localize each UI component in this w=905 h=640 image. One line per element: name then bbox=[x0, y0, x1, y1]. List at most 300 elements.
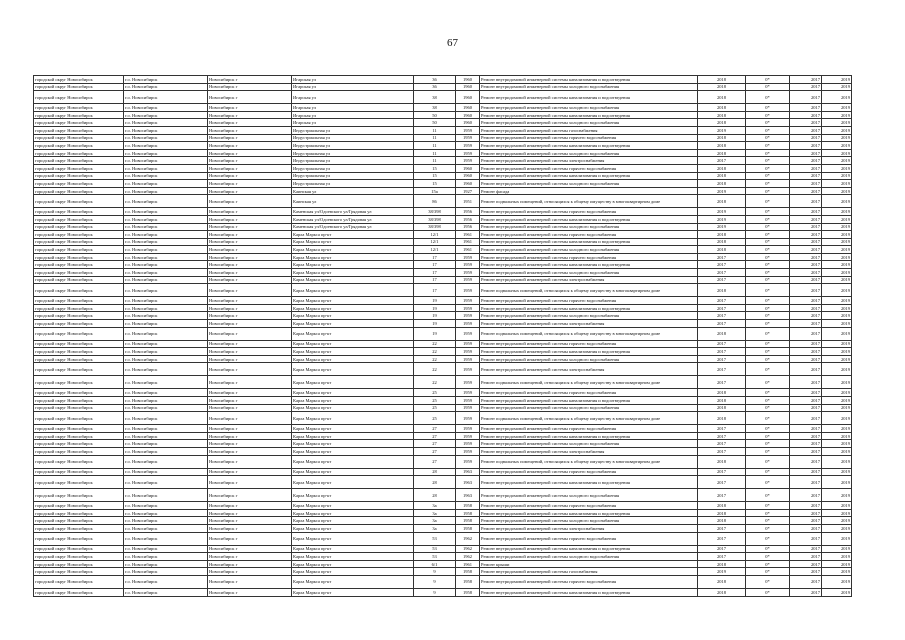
cell-built-year: 1959 bbox=[456, 149, 480, 157]
cell-street: Карла Маркса пр-кт bbox=[292, 468, 414, 476]
cell-district: городской округ Новосибирск bbox=[34, 340, 124, 348]
cell-district: городской округ Новосибирск bbox=[34, 187, 124, 195]
cell-work-type: Ремонт фасада bbox=[480, 187, 698, 195]
cell-district: городской округ Новосибирск bbox=[34, 134, 124, 142]
table-row bbox=[34, 412, 852, 425]
cell-street: Карла Маркса пр-кт bbox=[292, 524, 414, 532]
cell-built-year: 1961 bbox=[456, 231, 480, 239]
cell-built-year: 1960 bbox=[456, 83, 480, 91]
cell-plan-year: 2017 bbox=[698, 440, 746, 448]
cell-locality: Новосибирск г bbox=[208, 340, 292, 348]
cell-city: г.о. Новосибирск bbox=[124, 327, 208, 340]
cell-city: г.о. Новосибирск bbox=[124, 231, 208, 239]
cell-built-year: 1960 bbox=[456, 111, 480, 119]
table-row bbox=[34, 575, 852, 588]
cell-share: 0* bbox=[746, 560, 790, 568]
cell-plan-year: 2017 bbox=[698, 269, 746, 277]
cell-built-year: 1959 bbox=[456, 447, 480, 455]
table-row bbox=[34, 560, 852, 568]
table-row bbox=[34, 502, 852, 510]
cell-district: городской округ Новосибирск bbox=[34, 195, 124, 208]
table-row bbox=[34, 363, 852, 376]
table-row bbox=[34, 142, 852, 150]
cell-plan-year: 2018 bbox=[698, 104, 746, 112]
table-row bbox=[34, 425, 852, 433]
cell-locality: Новосибирск г bbox=[208, 447, 292, 455]
cell-plan-year: 2018 bbox=[698, 246, 746, 254]
cell-street: Карла Маркса пр-кт bbox=[292, 284, 414, 297]
cell-house: 25 bbox=[414, 404, 456, 412]
cell-district: городской округ Новосибирск bbox=[34, 502, 124, 510]
cell-work-type: Ремонт внутридомовой инженерной системы электроснабжения bbox=[480, 276, 698, 284]
cell-plan-year: 2018 bbox=[698, 575, 746, 588]
cell-district: городской округ Новосибирск bbox=[34, 149, 124, 157]
cell-locality: Новосибирск г bbox=[208, 489, 292, 502]
cell-period-start: 2017 bbox=[790, 297, 822, 305]
table-row bbox=[34, 195, 852, 208]
cell-street: Карла Маркса пр-кт bbox=[292, 532, 414, 545]
cell-period-start: 2017 bbox=[790, 440, 822, 448]
cell-street: Карла Маркса пр-кт bbox=[292, 517, 414, 525]
cell-work-type: Ремонт внутридомовой инженерной системы холодного водоснабжения bbox=[480, 119, 698, 127]
cell-district: городской округ Новосибирск bbox=[34, 517, 124, 525]
cell-house: 22 bbox=[414, 340, 456, 348]
cell-work-type: Ремонт внутридомовой инженерной системы канализования и водоотведения bbox=[480, 509, 698, 517]
cell-plan-year: 2018 bbox=[698, 502, 746, 510]
cell-work-type: Ремонт внутридомовой инженерной системы газоснабжения bbox=[480, 568, 698, 576]
cell-built-year: 1956 bbox=[456, 215, 480, 223]
cell-city: г.о. Новосибирск bbox=[124, 575, 208, 588]
cell-built-year: 1951 bbox=[456, 195, 480, 208]
cell-work-type: Ремонт внутридомовой инженерной системы холодного водоснабжения bbox=[480, 312, 698, 320]
cell-city: г.о. Новосибирск bbox=[124, 223, 208, 231]
cell-share: 0* bbox=[746, 223, 790, 231]
cell-house: 25 bbox=[414, 412, 456, 425]
cell-plan-year: 2017 bbox=[698, 276, 746, 284]
cell-period-end: 2019 bbox=[822, 164, 852, 172]
cell-house: 3а bbox=[414, 502, 456, 510]
cell-house: 19 bbox=[414, 327, 456, 340]
cell-locality: Новосибирск г bbox=[208, 76, 292, 84]
cell-locality: Новосибирск г bbox=[208, 111, 292, 119]
cell-period-end: 2019 bbox=[822, 340, 852, 348]
cell-work-type: Ремонт внутридомовой инженерной системы холодного водоснабжения bbox=[480, 404, 698, 412]
cell-locality: Новосибирск г bbox=[208, 238, 292, 246]
cell-share: 0* bbox=[746, 119, 790, 127]
cell-house: 19 bbox=[414, 297, 456, 305]
cell-city: г.о. Новосибирск bbox=[124, 502, 208, 510]
cell-period-start: 2017 bbox=[790, 304, 822, 312]
cell-work-type: Ремонт внутридомовой инженерной системы канализования и водоотведения bbox=[480, 91, 698, 104]
cell-built-year: 1959 bbox=[456, 376, 480, 389]
cell-street: Карла Маркса пр-кт bbox=[292, 246, 414, 254]
cell-city: г.о. Новосибирск bbox=[124, 355, 208, 363]
cell-period-start: 2017 bbox=[790, 104, 822, 112]
cell-share: 0* bbox=[746, 517, 790, 525]
cell-work-type: Ремонт внутридомовой инженерной системы электроснабжения bbox=[480, 447, 698, 455]
cell-work-type: Ремонт внутридомовой инженерной системы электроснабжения bbox=[480, 320, 698, 328]
cell-street: Карла Маркса пр-кт bbox=[292, 231, 414, 239]
cell-house: 19 bbox=[414, 312, 456, 320]
cell-street: Карла Маркса пр-кт bbox=[292, 363, 414, 376]
cell-locality: Новосибирск г bbox=[208, 517, 292, 525]
cell-period-end: 2019 bbox=[822, 397, 852, 405]
cell-city: г.о. Новосибирск bbox=[124, 524, 208, 532]
cell-plan-year: 2018 bbox=[698, 111, 746, 119]
cell-period-start: 2017 bbox=[790, 76, 822, 84]
cell-period-start: 2017 bbox=[790, 111, 822, 119]
cell-house: 36 bbox=[414, 83, 456, 91]
page-number: 67 bbox=[447, 37, 458, 49]
cell-built-year: 1959 bbox=[456, 253, 480, 261]
cell-city: г.о. Новосибирск bbox=[124, 164, 208, 172]
cell-period-end: 2019 bbox=[822, 231, 852, 239]
cell-street: Карла Маркса пр-кт bbox=[292, 568, 414, 576]
cell-house: 38 bbox=[414, 91, 456, 104]
cell-district: городской округ Новосибирск bbox=[34, 83, 124, 91]
cell-period-start: 2017 bbox=[790, 320, 822, 328]
cell-street: Индустриальная ул bbox=[292, 164, 414, 172]
cell-plan-year: 2019 bbox=[698, 208, 746, 216]
cell-work-type: Ремонт внутридомовой инженерной системы канализования и водоотведения bbox=[480, 476, 698, 489]
cell-street: Игарская ул bbox=[292, 83, 414, 91]
cell-district: городской округ Новосибирск bbox=[34, 157, 124, 165]
cell-period-end: 2019 bbox=[822, 455, 852, 468]
cell-city: г.о. Новосибирск bbox=[124, 142, 208, 150]
cell-period-start: 2017 bbox=[790, 553, 822, 561]
cell-district: городской округ Новосибирск bbox=[34, 404, 124, 412]
table-row bbox=[34, 476, 852, 489]
cell-house: 22 bbox=[414, 355, 456, 363]
cell-period-start: 2017 bbox=[790, 327, 822, 340]
cell-locality: Новосибирск г bbox=[208, 83, 292, 91]
cell-period-start: 2017 bbox=[790, 261, 822, 269]
cell-work-type: Ремонт внутридомовой инженерной системы холодного водоснабжения bbox=[480, 149, 698, 157]
cell-built-year: 1959 bbox=[456, 304, 480, 312]
cell-work-type: Ремонт внутридомовой инженерной системы холодного водоснабжения bbox=[480, 223, 698, 231]
cell-locality: Новосибирск г bbox=[208, 126, 292, 134]
cell-street: Каменская ул/Одоевского ул/Грядовая ул bbox=[292, 215, 414, 223]
cell-share: 0* bbox=[746, 348, 790, 356]
cell-street: Индустриальная ул bbox=[292, 142, 414, 150]
table-row bbox=[34, 489, 852, 502]
cell-built-year: 1961 bbox=[456, 246, 480, 254]
cell-city: г.о. Новосибирск bbox=[124, 489, 208, 502]
cell-work-type: Ремонт внутридомовой инженерной системы канализования и водоотведения bbox=[480, 111, 698, 119]
cell-built-year: 1958 bbox=[456, 568, 480, 576]
cell-share: 0* bbox=[746, 568, 790, 576]
cell-work-type: Ремонт внутридомовой инженерной системы канализования и водоотведения bbox=[480, 142, 698, 150]
cell-work-type: Ремонт подвальных помещений, относящихся к общему имуществу в многоквартирном доме bbox=[480, 284, 698, 297]
cell-city: г.о. Новосибирск bbox=[124, 91, 208, 104]
cell-locality: Новосибирск г bbox=[208, 276, 292, 284]
cell-plan-year: 2017 bbox=[698, 432, 746, 440]
cell-district: городской округ Новосибирск bbox=[34, 575, 124, 588]
cell-locality: Новосибирск г bbox=[208, 297, 292, 305]
cell-work-type: Ремонт внутридомовой инженерной системы канализования и водоотведения bbox=[480, 304, 698, 312]
cell-built-year: 1959 bbox=[456, 404, 480, 412]
cell-work-type: Ремонт внутридомовой инженерной системы канализования и водоотведения bbox=[480, 261, 698, 269]
cell-city: г.о. Новосибирск bbox=[124, 134, 208, 142]
table-row bbox=[34, 91, 852, 104]
cell-district: городской округ Новосибирск bbox=[34, 276, 124, 284]
cell-work-type: Ремонт внутридомовой инженерной системы канализования и водоотведения bbox=[480, 238, 698, 246]
table-row bbox=[34, 231, 852, 239]
cell-share: 0* bbox=[746, 397, 790, 405]
cell-share: 0* bbox=[746, 157, 790, 165]
cell-district: городской округ Новосибирск bbox=[34, 312, 124, 320]
cell-plan-year: 2019 bbox=[698, 568, 746, 576]
cell-period-end: 2019 bbox=[822, 297, 852, 305]
cell-district: городской округ Новосибирск bbox=[34, 532, 124, 545]
table-row bbox=[34, 157, 852, 165]
table-row bbox=[34, 524, 852, 532]
cell-plan-year: 2018 bbox=[698, 404, 746, 412]
cell-house: 15 bbox=[414, 164, 456, 172]
cell-city: г.о. Новосибирск bbox=[124, 312, 208, 320]
cell-work-type: Ремонт внутридомовой инженерной системы канализования и водоотведения bbox=[480, 76, 698, 84]
cell-built-year: 1961 bbox=[456, 238, 480, 246]
cell-plan-year: 2017 bbox=[698, 312, 746, 320]
cell-period-end: 2019 bbox=[822, 476, 852, 489]
cell-city: г.о. Новосибирск bbox=[124, 187, 208, 195]
cell-work-type: Ремонт внутридомовой инженерной системы холодного водоснабжения bbox=[480, 489, 698, 502]
table-row bbox=[34, 355, 852, 363]
cell-share: 0* bbox=[746, 164, 790, 172]
cell-share: 0* bbox=[746, 126, 790, 134]
cell-period-end: 2019 bbox=[822, 588, 852, 596]
cell-locality: Новосибирск г bbox=[208, 119, 292, 127]
cell-district: городской округ Новосибирск bbox=[34, 284, 124, 297]
cell-house: 17 bbox=[414, 284, 456, 297]
cell-share: 0* bbox=[746, 575, 790, 588]
cell-built-year: 1959 bbox=[456, 440, 480, 448]
cell-city: г.о. Новосибирск bbox=[124, 455, 208, 468]
cell-period-end: 2019 bbox=[822, 376, 852, 389]
table-row bbox=[34, 397, 852, 405]
table-row bbox=[34, 269, 852, 277]
cell-period-end: 2019 bbox=[822, 502, 852, 510]
cell-house: 17 bbox=[414, 253, 456, 261]
cell-period-end: 2019 bbox=[822, 195, 852, 208]
cell-period-end: 2019 bbox=[822, 447, 852, 455]
cell-work-type: Ремонт внутридомовой инженерной системы горячего водоснабжения bbox=[480, 468, 698, 476]
cell-period-start: 2017 bbox=[790, 476, 822, 489]
cell-share: 0* bbox=[746, 111, 790, 119]
cell-built-year: 1958 bbox=[456, 524, 480, 532]
cell-city: г.о. Новосибирск bbox=[124, 404, 208, 412]
cell-house: 25 bbox=[414, 397, 456, 405]
cell-period-end: 2019 bbox=[822, 284, 852, 297]
cell-share: 0* bbox=[746, 76, 790, 84]
cell-street: Индустриальная ул bbox=[292, 126, 414, 134]
cell-locality: Новосибирск г bbox=[208, 588, 292, 596]
cell-built-year: 1959 bbox=[456, 455, 480, 468]
cell-built-year: 1959 bbox=[456, 327, 480, 340]
cell-period-start: 2017 bbox=[790, 180, 822, 188]
cell-district: городской округ Новосибирск bbox=[34, 489, 124, 502]
cell-period-end: 2019 bbox=[822, 304, 852, 312]
cell-city: г.о. Новосибирск bbox=[124, 261, 208, 269]
cell-city: г.о. Новосибирск bbox=[124, 588, 208, 596]
cell-period-end: 2019 bbox=[822, 238, 852, 246]
cell-plan-year: 2018 bbox=[698, 284, 746, 297]
cell-city: г.о. Новосибирск bbox=[124, 126, 208, 134]
cell-district: городской округ Новосибирск bbox=[34, 111, 124, 119]
cell-plan-year: 2017 bbox=[698, 320, 746, 328]
cell-locality: Новосибирск г bbox=[208, 389, 292, 397]
cell-period-start: 2017 bbox=[790, 532, 822, 545]
cell-work-type: Ремонт внутридомовой инженерной системы канализования и водоотведения bbox=[480, 545, 698, 553]
cell-street: Индустриальная ул bbox=[292, 180, 414, 188]
cell-plan-year: 2018 bbox=[698, 588, 746, 596]
cell-locality: Новосибирск г bbox=[208, 524, 292, 532]
cell-share: 0* bbox=[746, 297, 790, 305]
cell-work-type: Ремонт внутридомовой инженерной системы электроснабжения bbox=[480, 157, 698, 165]
cell-period-end: 2019 bbox=[822, 320, 852, 328]
table-row bbox=[34, 149, 852, 157]
cell-period-start: 2017 bbox=[790, 172, 822, 180]
cell-period-end: 2019 bbox=[822, 276, 852, 284]
cell-share: 0* bbox=[746, 134, 790, 142]
table-row bbox=[34, 553, 852, 561]
cell-built-year: 1963 bbox=[456, 476, 480, 489]
cell-plan-year: 2018 bbox=[698, 397, 746, 405]
cell-period-start: 2017 bbox=[790, 588, 822, 596]
cell-work-type: Ремонт внутридомовой инженерной системы холодного водоснабжения bbox=[480, 269, 698, 277]
cell-work-type: Ремонт внутридомовой инженерной системы холодного водоснабжения bbox=[480, 246, 698, 254]
cell-street: Карла Маркса пр-кт bbox=[292, 502, 414, 510]
cell-district: городской округ Новосибирск bbox=[34, 568, 124, 576]
cell-period-end: 2019 bbox=[822, 517, 852, 525]
cell-period-start: 2017 bbox=[790, 432, 822, 440]
cell-street: Карла Маркса пр-кт bbox=[292, 261, 414, 269]
cell-street: Карла Маркса пр-кт bbox=[292, 560, 414, 568]
cell-district: городской округ Новосибирск bbox=[34, 348, 124, 356]
cell-share: 0* bbox=[746, 524, 790, 532]
cell-district: городской округ Новосибирск bbox=[34, 91, 124, 104]
cell-house: 15 bbox=[414, 172, 456, 180]
cell-period-end: 2019 bbox=[822, 312, 852, 320]
cell-district: городской округ Новосибирск bbox=[34, 440, 124, 448]
cell-street: Индустриальная ул bbox=[292, 134, 414, 142]
table-row bbox=[34, 588, 852, 596]
table-row bbox=[34, 404, 852, 412]
cell-plan-year: 2017 bbox=[698, 261, 746, 269]
cell-city: г.о. Новосибирск bbox=[124, 476, 208, 489]
cell-district: городской округ Новосибирск bbox=[34, 76, 124, 84]
cell-period-end: 2019 bbox=[822, 348, 852, 356]
cell-street: Карла Маркса пр-кт bbox=[292, 588, 414, 596]
cell-share: 0* bbox=[746, 412, 790, 425]
cell-street: Карла Маркса пр-кт bbox=[292, 553, 414, 561]
cell-locality: Новосибирск г bbox=[208, 304, 292, 312]
cell-period-start: 2017 bbox=[790, 412, 822, 425]
cell-period-start: 2017 bbox=[790, 119, 822, 127]
cell-district: городской округ Новосибирск bbox=[34, 476, 124, 489]
cell-period-end: 2019 bbox=[822, 545, 852, 553]
cell-built-year: 1959 bbox=[456, 397, 480, 405]
cell-share: 0* bbox=[746, 208, 790, 216]
cell-built-year: 1960 bbox=[456, 76, 480, 84]
cell-plan-year: 2017 bbox=[698, 355, 746, 363]
cell-plan-year: 2019 bbox=[698, 215, 746, 223]
cell-work-type: Ремонт внутридомовой инженерной системы горячего водоснабжения bbox=[480, 340, 698, 348]
cell-house: 38 bbox=[414, 104, 456, 112]
cell-locality: Новосибирск г bbox=[208, 545, 292, 553]
cell-street: Карла Маркса пр-кт bbox=[292, 489, 414, 502]
cell-locality: Новосибирск г bbox=[208, 223, 292, 231]
cell-period-start: 2017 bbox=[790, 348, 822, 356]
cell-house: 28 bbox=[414, 468, 456, 476]
cell-locality: Новосибирск г bbox=[208, 376, 292, 389]
cell-city: г.о. Новосибирск bbox=[124, 269, 208, 277]
cell-house: 22 bbox=[414, 363, 456, 376]
cell-district: городской округ Новосибирск bbox=[34, 269, 124, 277]
cell-street: Каинская ул bbox=[292, 187, 414, 195]
cell-share: 0* bbox=[746, 83, 790, 91]
cell-share: 0* bbox=[746, 269, 790, 277]
cell-work-type: Ремонт внутридомовой инженерной системы электроснабжения bbox=[480, 524, 698, 532]
cell-share: 0* bbox=[746, 187, 790, 195]
cell-locality: Новосибирск г bbox=[208, 195, 292, 208]
cell-built-year: 1960 bbox=[456, 164, 480, 172]
cell-house: 6/1 bbox=[414, 560, 456, 568]
cell-district: городской округ Новосибирск bbox=[34, 223, 124, 231]
cell-work-type: Ремонт внутридомовой инженерной системы горячего водоснабжения bbox=[480, 297, 698, 305]
table-row bbox=[34, 327, 852, 340]
cell-house: 53 bbox=[414, 545, 456, 553]
cell-work-type: Ремонт внутридомовой инженерной системы холодного водоснабжения bbox=[480, 83, 698, 91]
cell-plan-year: 2017 bbox=[698, 348, 746, 356]
cell-period-end: 2019 bbox=[822, 524, 852, 532]
cell-share: 0* bbox=[746, 246, 790, 254]
cell-plan-year: 2017 bbox=[698, 253, 746, 261]
cell-district: городской округ Новосибирск bbox=[34, 425, 124, 433]
cell-city: г.о. Новосибирск bbox=[124, 157, 208, 165]
cell-house: 17 bbox=[414, 276, 456, 284]
cell-period-start: 2017 bbox=[790, 195, 822, 208]
cell-plan-year: 2018 bbox=[698, 180, 746, 188]
cell-period-start: 2017 bbox=[790, 425, 822, 433]
cell-plan-year: 2019 bbox=[698, 187, 746, 195]
cell-house: 11 bbox=[414, 142, 456, 150]
cell-locality: Новосибирск г bbox=[208, 284, 292, 297]
cell-period-start: 2017 bbox=[790, 223, 822, 231]
cell-period-end: 2019 bbox=[822, 327, 852, 340]
cell-district: городской округ Новосибирск bbox=[34, 363, 124, 376]
cell-period-end: 2019 bbox=[822, 157, 852, 165]
cell-period-start: 2017 bbox=[790, 397, 822, 405]
cell-locality: Новосибирск г bbox=[208, 91, 292, 104]
cell-city: г.о. Новосибирск bbox=[124, 304, 208, 312]
cell-work-type: Ремонт внутридомовой инженерной системы горячего водоснабжения bbox=[480, 575, 698, 588]
cell-district: городской округ Новосибирск bbox=[34, 231, 124, 239]
cell-city: г.о. Новосибирск bbox=[124, 149, 208, 157]
cell-work-type: Ремонт подвальных помещений, относящихся к общему имуществу в многоквартирном доме bbox=[480, 327, 698, 340]
cell-plan-year: 2019 bbox=[698, 126, 746, 134]
cell-plan-year: 2017 bbox=[698, 447, 746, 455]
cell-district: городской округ Новосибирск bbox=[34, 524, 124, 532]
cell-work-type: Ремонт внутридомовой инженерной системы газоснабжения bbox=[480, 126, 698, 134]
cell-district: городской округ Новосибирск bbox=[34, 447, 124, 455]
cell-city: г.о. Новосибирск bbox=[124, 412, 208, 425]
cell-district: городской округ Новосибирск bbox=[34, 553, 124, 561]
cell-work-type: Ремонт подвальных помещений, относящихся к общему имуществу в многоквартирном доме bbox=[480, 195, 698, 208]
cell-district: городской округ Новосибирск bbox=[34, 238, 124, 246]
cell-built-year: 1960 bbox=[456, 104, 480, 112]
cell-house: 12/1 bbox=[414, 238, 456, 246]
